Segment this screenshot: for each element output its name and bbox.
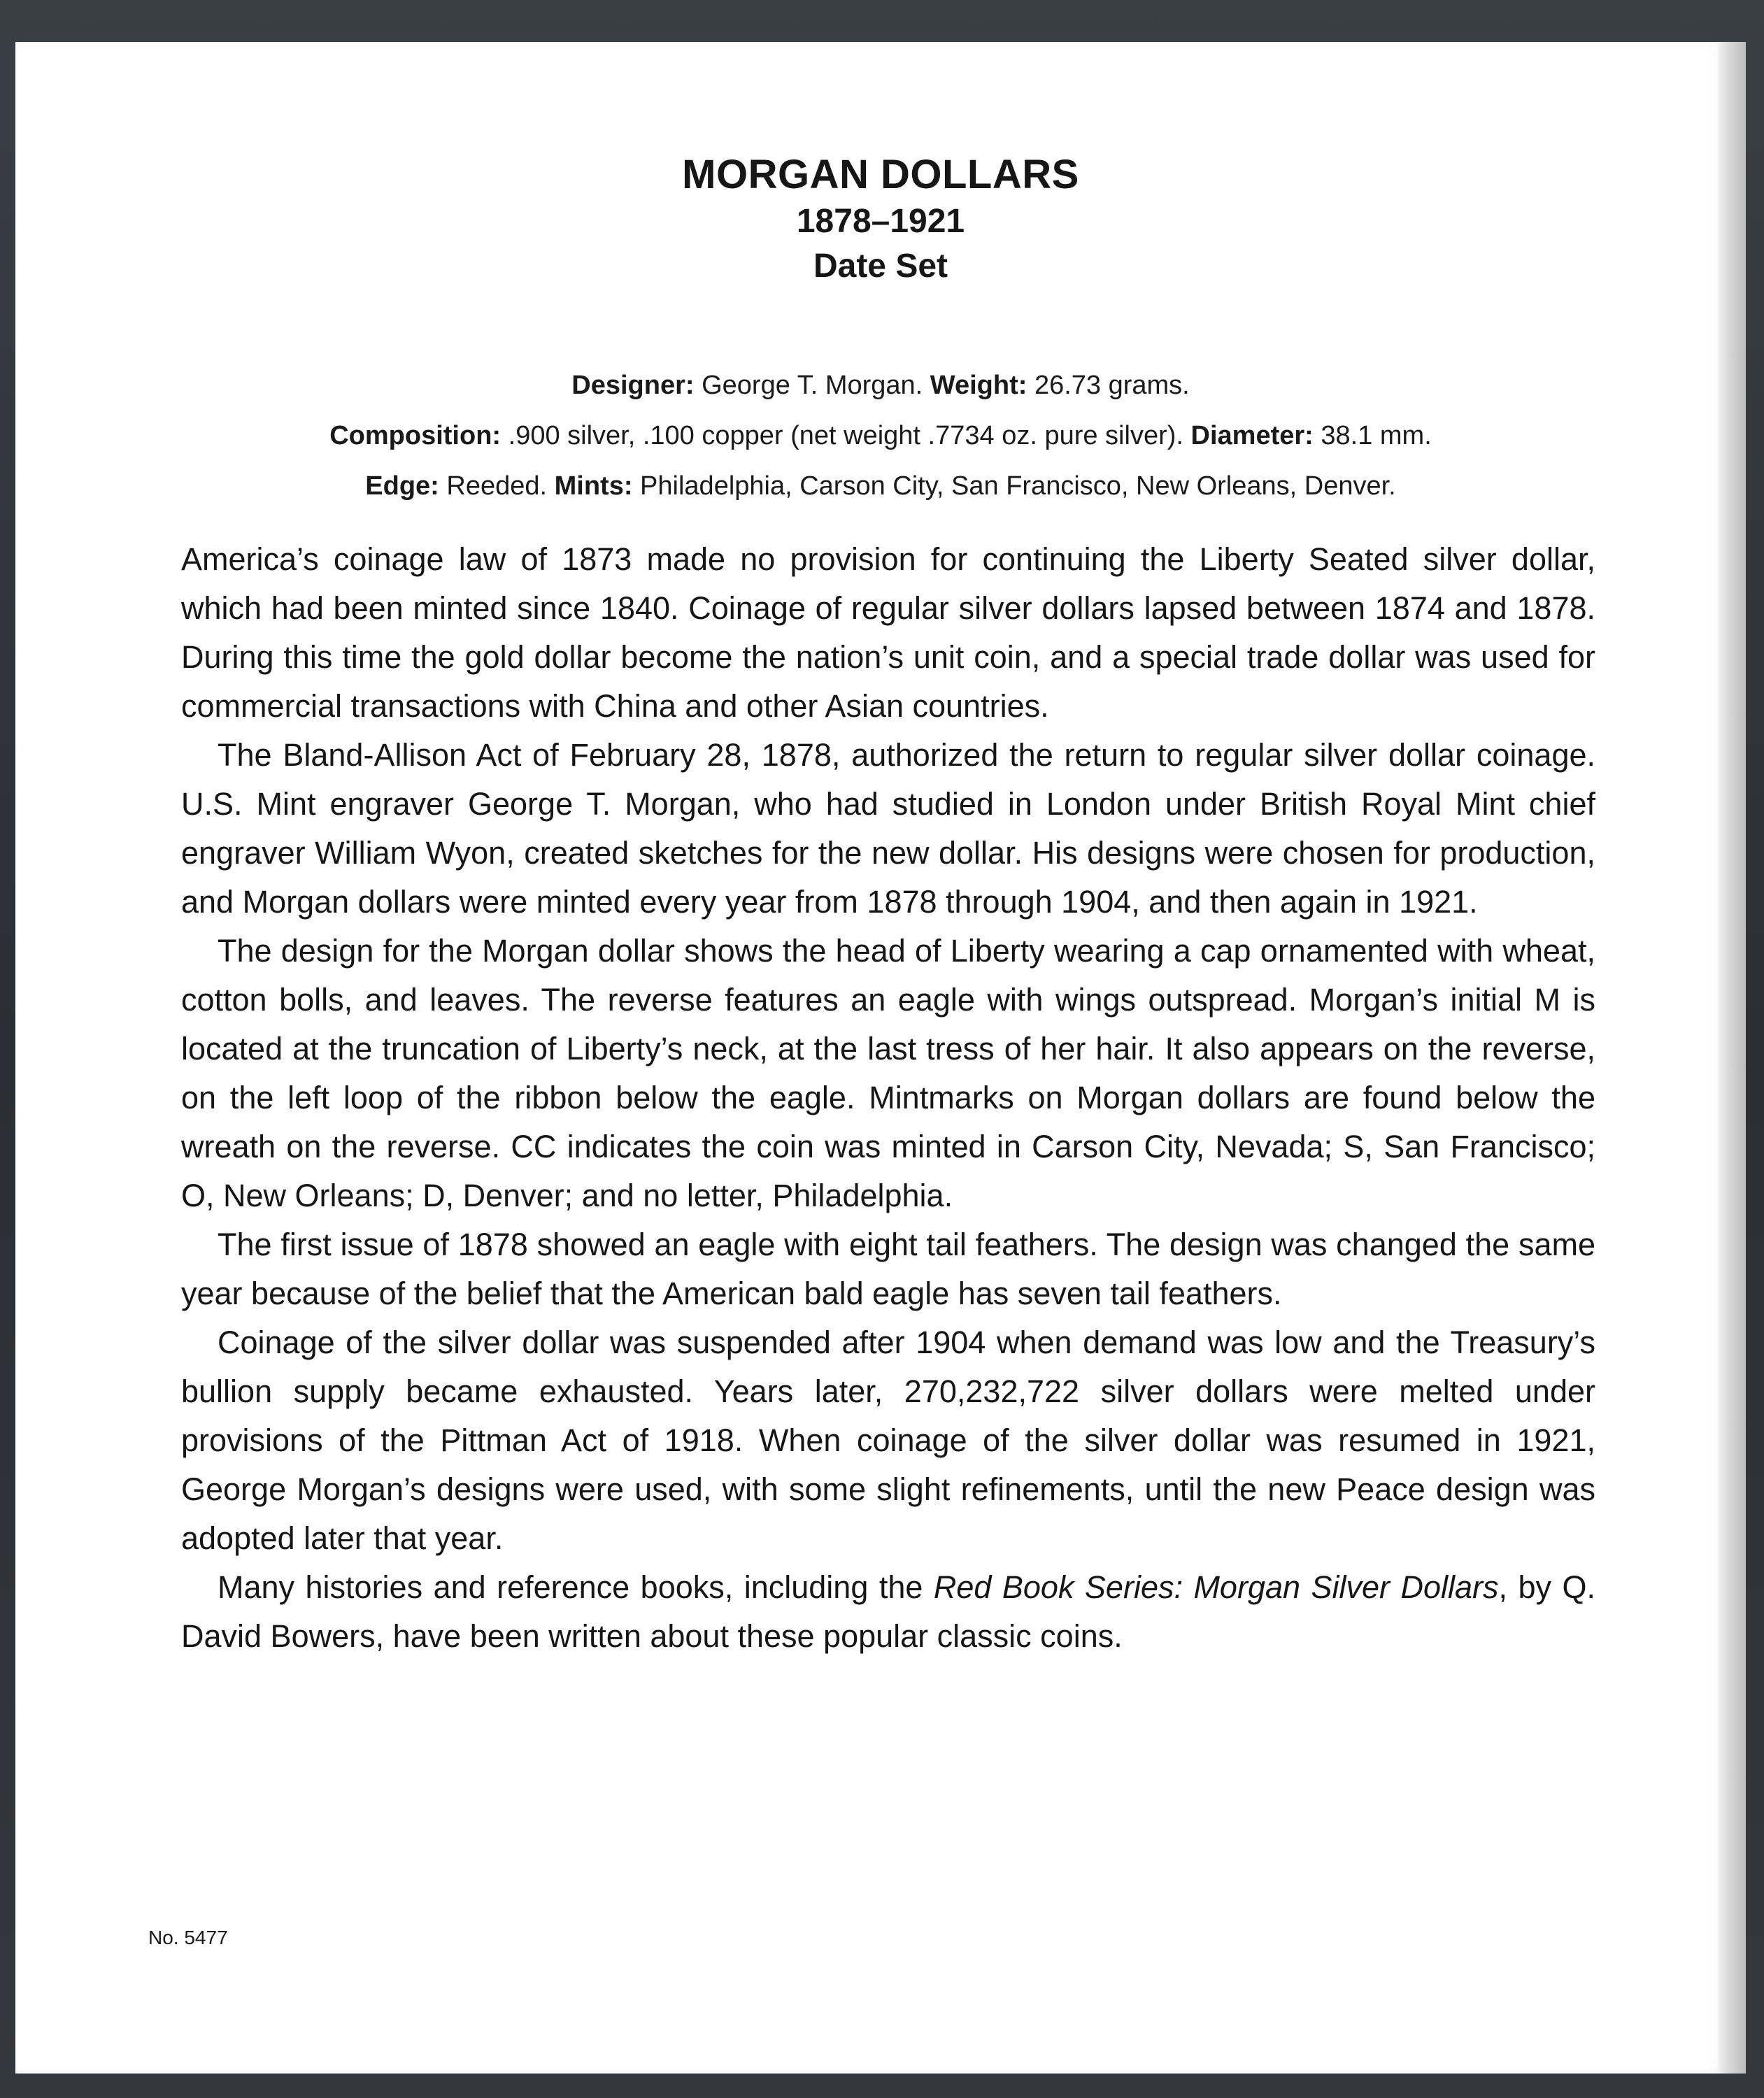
specs-line-2	[15, 411, 1746, 461]
composition-label: Composition:	[329, 421, 502, 450]
album-page	[15, 42, 1746, 2074]
page-years: 1878–1921	[796, 203, 965, 240]
coin-specifications	[15, 360, 1746, 511]
mints-value: Philadelphia, Carson City, San Francisco, New Orleans, Denver.	[632, 471, 1396, 501]
weight-label: Weight:	[930, 371, 1027, 400]
page-title: MORGAN DOLLARS	[682, 152, 1079, 197]
designer-value: George T. Morgan.	[694, 371, 930, 400]
page-spine-edge	[1718, 42, 1746, 2074]
designer-label: Designer:	[571, 371, 695, 400]
paragraph-3: The design for the Morgan dollar shows the head of Liberty wearing a cap ornamented with wheat, cotton bolls, and leaves. The reverse features an eagle with wings outspread. Morgan’s initial M is located at the truncation of Liberty’s neck, at the last tress of her hair. It also appears on the reverse, on the left loop of the ribbon below the eagle. Mintmarks on Morgan dollars are found below the wreath on the reverse. CC indicates the coin was minted in Carson City, Nevada; S, San Francisco; O, New Orleans; D, Denver; and no letter, Philadelphia.	[181, 933, 1595, 1213]
paragraph-6-end: , by Q. David Bowers, have been written about these popular classic coins.	[181, 1569, 1595, 1654]
paragraph-2: The Bland-Allison Act of February 28, 1878, authorized the return to regular silver dollar coinage. U.S. Mint engraver George T. Morgan, who had studied in London under British Royal Mint chief engraver William Wyon, created sketches for the new dollar. His designs were chosen for production, and Morgan dollars were minted every year from 1878 through 1904, and then again in 1921.	[181, 737, 1595, 920]
diameter-label: Diameter:	[1190, 421, 1314, 450]
catalog-number: No. 5477	[148, 1927, 228, 1948]
weight-value: 26.73 grams.	[1027, 371, 1190, 400]
page-set-name: Date Set	[813, 248, 948, 285]
diameter-value: 38.1 mm.	[1313, 421, 1432, 450]
edge-label: Edge:	[365, 471, 439, 501]
specs-line-3	[15, 461, 1746, 511]
paragraph-6-start: Many histories and reference books, including the	[218, 1569, 934, 1605]
paragraph-5: Coinage of the silver dollar was suspended after 1904 when demand was low and the Treasury’s bullion supply became exhausted. Years later, 270,232,722 silver dollars were melted under provisions of the Pittman Act of 1918. When coinage of the silver dollar was resumed in 1921, George Morgan’s designs were used, with some slight refinements, until the new Peace design was adopted later that year.	[181, 1325, 1595, 1556]
paragraph-6	[181, 1563, 1595, 1661]
page-header	[15, 150, 1746, 289]
paragraph-4: The first issue of 1878 showed an eagle with eight tail feathers. The design was changed the same year because of the belief that the American bald eagle has seven tail feathers.	[181, 1227, 1595, 1311]
paragraph-1: America’s coinage law of 1873 made no provision for continuing the Liberty Seated silver dollar, which had been minted since 1840. Coinage of regular silver dollars lapsed between 1874 and 1878. During this time the gold dollar become the nation’s unit coin, and a special trade dollar was used for commercial transactions with China and other Asian countries.	[181, 541, 1595, 724]
mints-label: Mints:	[554, 471, 633, 501]
specs-line-1	[15, 360, 1746, 411]
composition-value: .900 silver, .100 copper (net weight .7734 oz. pure silver).	[501, 421, 1191, 450]
book-title: Red Book Series: Morgan Silver Dollars	[933, 1569, 1499, 1605]
edge-value: Reeded.	[439, 471, 555, 501]
history-text	[181, 535, 1595, 1661]
